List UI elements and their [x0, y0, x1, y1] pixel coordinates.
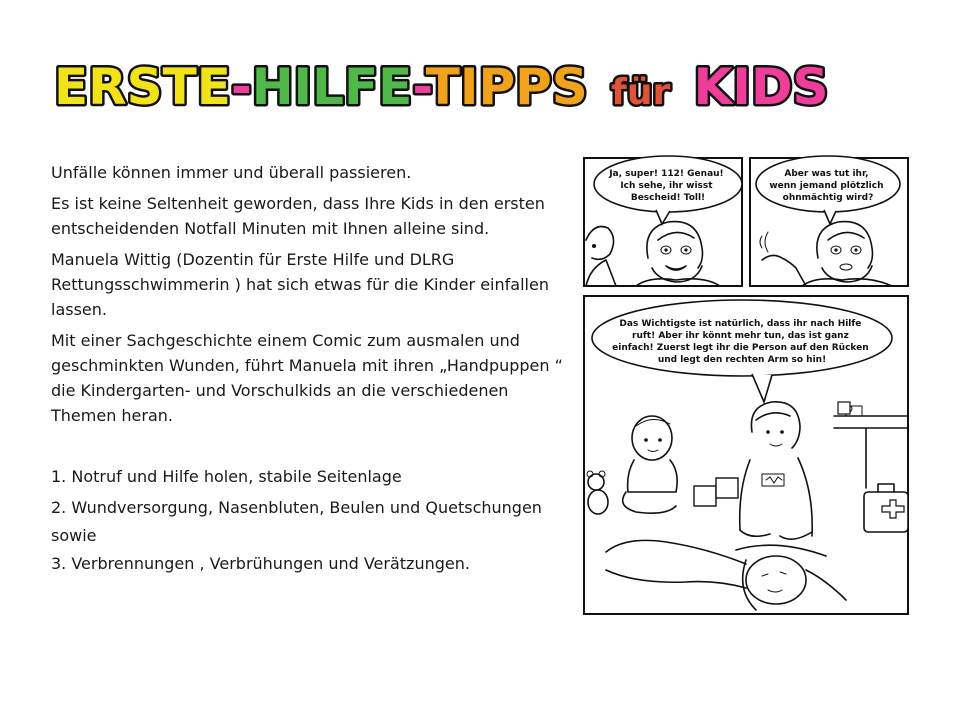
logo-word-fuer: für: [611, 72, 671, 113]
topic-item-3: 3. Verbrennungen , Verbrühungen und Verätzungen.: [51, 554, 470, 573]
paragraph-intro: Unfälle können immer und überall passieren.: [51, 163, 412, 182]
svg-text:Aber was tut ihr, we: [769, 169, 886, 203]
comic-illustration: [566, 140, 916, 640]
bubble-3-line-4: und legt den rechten Arm so hin!: [657, 355, 827, 365]
tea-cup: [838, 402, 852, 414]
topic-item-2: 2. Wundversorgung, Nasenbluten, Beulen und Quetschungen: [51, 498, 542, 517]
bubble-2-line-1: Aber was tut ihr,: [784, 169, 869, 179]
bubble-3-line-3: einfach! Zuerst legt ihr die Person auf den Rücken: [612, 343, 869, 353]
bubble-3-line-2: ruft! Aber ihr könnt mehr tun, das ist ganz: [632, 331, 849, 341]
first-aid-kit: [864, 484, 908, 532]
title-logo: [52, 48, 829, 118]
bubble-2-line-3: ohnmächtig wird?: [782, 193, 874, 203]
comic-panel-2: [750, 156, 908, 286]
logo-word-erste: ERSTE: [54, 58, 231, 116]
bubble-1-line-3: Bescheid! Toll!: [630, 193, 706, 203]
body-text: [51, 160, 571, 582]
logo-word-hilfe: HILFE: [251, 58, 413, 116]
logo-dash-1: -: [230, 58, 252, 116]
spacer: [51, 434, 571, 464]
paragraph-instructor: Manuela Wittig (Dozentin für Erste Hilfe und DLRG Rettungsschwimmerin ) hat sich etwas für die Kinder einfallen lassen.: [51, 250, 549, 319]
logo-word-tipps: TIPPS: [425, 58, 588, 116]
topic-connector: sowie: [51, 526, 97, 545]
logo-dash-2: -: [412, 58, 426, 116]
topic-item-1: 1. Notruf und Hilfe holen, stabile Seitenlage: [51, 467, 402, 486]
bubble-3-line-1: Das Wichtigste ist natürlich, dass ihr nach Hilfe: [619, 319, 862, 329]
title-logo-graphic: [52, 48, 829, 118]
paragraph-situation: Es ist keine Seltenheit geworden, dass Ihre Kids in den ersten entscheidenden Notfall Minuten mit Ihnen alleine sind.: [51, 194, 545, 238]
bubble-1-line-1: Ja, super! 112! Genau!: [609, 169, 724, 179]
svg-text:ERSTE-HILFE-TIPPS für: [54, 58, 829, 116]
paragraph-method: Mit einer Sachgeschichte einem Comic zum ausmalen und geschminkten Wunden, führt Manuela mit ihren „Handpuppen “ die Kindergarten- und Vorschulkids an die verschiedenen Themen heran.: [51, 331, 563, 425]
comic-panel-3: [584, 296, 908, 614]
comic-panel-1: [584, 156, 742, 286]
bubble-2-line-2: wenn jemand plötzlich: [769, 181, 884, 191]
comic-strip: [566, 140, 916, 640]
logo-word-kids: KIDS: [693, 58, 829, 116]
bubble-1-line-2: Ich sehe, ihr wisst: [620, 181, 713, 191]
